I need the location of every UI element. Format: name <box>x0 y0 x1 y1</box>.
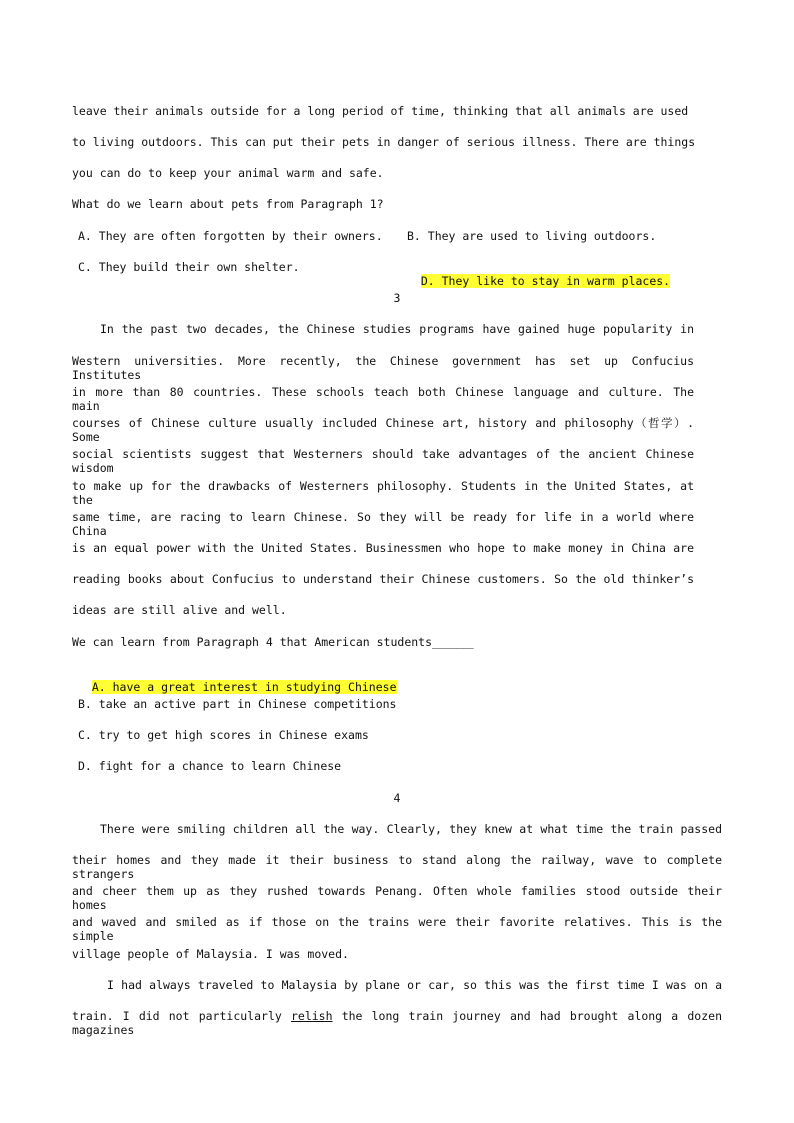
s3-line-4: courses of Chinese culture usually included Chinese art, history and philosophy（哲学）. Some <box>72 416 694 444</box>
s3-option-c: C. try to get high scores in Chinese exams <box>78 728 369 742</box>
s4-line-7 <box>72 1009 722 1037</box>
s4-line-2: their homes and they made it their business to stand along the railway, wave to complete strangers <box>72 853 722 881</box>
question-2: We can learn from Paragraph 4 that American students______ <box>72 635 474 649</box>
option-b: B. They are used to living outdoors. <box>407 229 657 243</box>
s3-line-9: reading books about Confucius to understand their Chinese customers. So the old thinker’s <box>72 572 694 586</box>
option-a: A. They are often forgotten by their owners. <box>78 229 383 243</box>
s3-line-2: Western universities. More recently, the Chinese government has set up Confucius Institutes <box>72 354 694 382</box>
s4-line-5: village people of Malaysia. I was moved. <box>72 947 349 961</box>
s4-line-1: There were smiling children all the way. Clearly, they knew at what time the train passed <box>100 822 722 836</box>
s3-line-3: in more than 80 countries. These schools teach both Chinese language and culture. The main <box>72 385 694 413</box>
question-1: What do we learn about pets from Paragraph 1? <box>72 197 384 211</box>
s4-line-4: and waved and smiled as if those on the trains were their favorite relatives. This is the simple <box>72 915 722 943</box>
section-number-3: 3 <box>393 291 401 305</box>
option-c: C. They build their own shelter. <box>78 260 300 274</box>
s3-line-5: social scientists suggest that Westerners should take advantages of the ancient Chinese wisdom <box>72 447 694 475</box>
s3-line-8: is an equal power with the United States. Businessmen who hope to make money in China are <box>72 541 694 555</box>
section-number-4: 4 <box>393 791 401 805</box>
relish-underlined-word: relish <box>290 1009 333 1023</box>
option-d-answer: D. They like to stay in warm places. <box>420 274 671 288</box>
s4-line-7-before: train. I did not particularly <box>72 1009 291 1023</box>
p1-line-2: to living outdoors. This can put their pets in danger of serious illness. There are things <box>72 135 696 149</box>
s3-option-d: D. fight for a chance to learn Chinese <box>78 759 342 773</box>
s4-line-6: I had always traveled to Malaysia by plane or car, so this was the first time I was on a <box>107 978 722 992</box>
option-d-wrap <box>407 260 670 288</box>
s3-line-1: In the past two decades, the Chinese studies programs have gained huge popularity in <box>100 322 694 336</box>
s3-option-a-answer: A. have a great interest in studying Chinese <box>91 680 397 694</box>
p1-line-1: leave their animals outside for a long period of time, thinking that all animals are used <box>72 104 689 118</box>
s3-option-a-wrap <box>78 666 397 694</box>
s3-option-b: B. take an active part in Chinese competitions <box>78 697 397 711</box>
s3-line-6: to make up for the drawbacks of Westerners philosophy. Students in the United States, at the <box>72 479 694 507</box>
s4-line-7-after: the long train journey and had brought along a dozen magazines <box>72 1009 722 1037</box>
p1-line-3: you can do to keep your animal warm and safe. <box>72 166 384 180</box>
s3-line-10: ideas are still alive and well. <box>72 603 287 617</box>
s3-line-7: same time, are racing to learn Chinese. So they will be ready for life in a world where China <box>72 510 694 538</box>
s4-line-3: and cheer them up as they rushed towards Penang. Often whole families stood outside their homes <box>72 884 722 912</box>
